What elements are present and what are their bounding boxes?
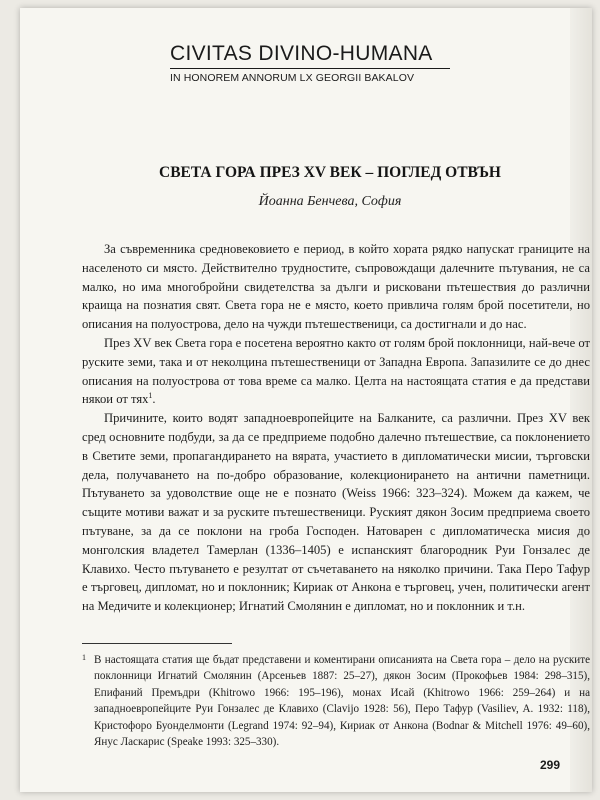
paragraph-3: Причините, които водят западноевропейците на Балканите, са различни. През XV век сред основните подбуди, за да се предприеме подобно далечно пътешествие, са поклонението в Светите земи, пропагандирането на вярата, участието в дипломатически мисии, търговски дела, получаването на по-добро образование, колекционирането на антични паметници. Пътуването за удоволствие още не е познато (Weiss 1966: 323–324). Можем да кажем, че същите мотиви важат и за руските пътешественици. Руският дякон Зосим предприема своето пътуване, за да се поклони на гроба Господен. Натоварен с дипломатическа мисия до монголския владетел Тамерлан (1336–1405) е испанският благородник Руи Гонзалес де Клавихо. Често пътуването е резултат от съчетаването на няколко причини. Така Перо Тафур е търговец, дипломат, но и поклонник; Кириак от Анкона е търговец, учен, политически агент на Медичите и колекционер; Игнатий Смолянин е дипломат, но и поклонник и т.н. — [82, 411, 590, 614]
journal-subtitle: IN HONOREM ANNORUM LX GEORGII BAKALOV — [170, 72, 415, 84]
footnote-number: 1 — [82, 653, 86, 662]
article-author: Йоанна Бенчева, София — [258, 194, 402, 209]
book-page — [20, 8, 592, 792]
footnote — [82, 652, 590, 750]
paragraph-1: За съвременника средновековието е период, в който хората рядко напускат границите на населеното си място. Действително трудностите, съпровождащи далечните пътувания, не са малко, но има многобройни свидетелства за дълги и рисковани пътешествия до различни краища на познатия свят. Света гора не е място, което привлича голям брой посетители, но описания на полуострова, дело на чужди пътешественици, са достигнали и до нас. — [82, 242, 590, 332]
journal-rule — [170, 68, 450, 69]
paragraph-2 — [82, 334, 590, 409]
footnote-text: В настоящата статия ще бъдат представени и коментирани описанията на Света гора – дело на руските поклонници Игнатий Смолянин (Арсеньев 1887: 25–27), дякон Зосим (Прокофьев 1984: 298–315), Епифаний Премъдри (Khitrowo 1966: 195–196), монах Исай (Khitrowo 1966: 259–264) и на западноевропейците Руи Гонзалес де Клавихо (Clavijo 1928: 56), Перо Тафур (Vasiliev, A. 1932: 118), Кристофоро Буонделмонти (Legrand 1974: 92–94), Кириак от Анкона (Bodnar & Mitchell 1976: 49–60), Янус Ласкарис (Speake 1993: 325–330). — [94, 654, 590, 749]
footnote-divider — [82, 643, 232, 644]
journal-title: CIVITAS DIVINO-HUMANA — [170, 42, 433, 65]
journal-header — [170, 42, 450, 84]
paragraph-2-end: . — [152, 392, 156, 407]
page-number: 299 — [540, 758, 561, 772]
footnote-ref[interactable]: 1 — [148, 391, 153, 401]
article-title: СВЕТА ГОРА ПРЕЗ XV ВЕК – ПОГЛЕД ОТВЪН — [159, 164, 501, 181]
article-body — [82, 240, 590, 616]
paragraph-2-text: През XV век Света гора е посетена вероятно както от голям брой поклонници, най-вече от руските земи, така и от неколцина пътешественици от Западна Европа. Запазилите се до днес описания на полуострова от това време са малко. Целта на настоящата статия е да представи някои от тях — [82, 335, 590, 407]
